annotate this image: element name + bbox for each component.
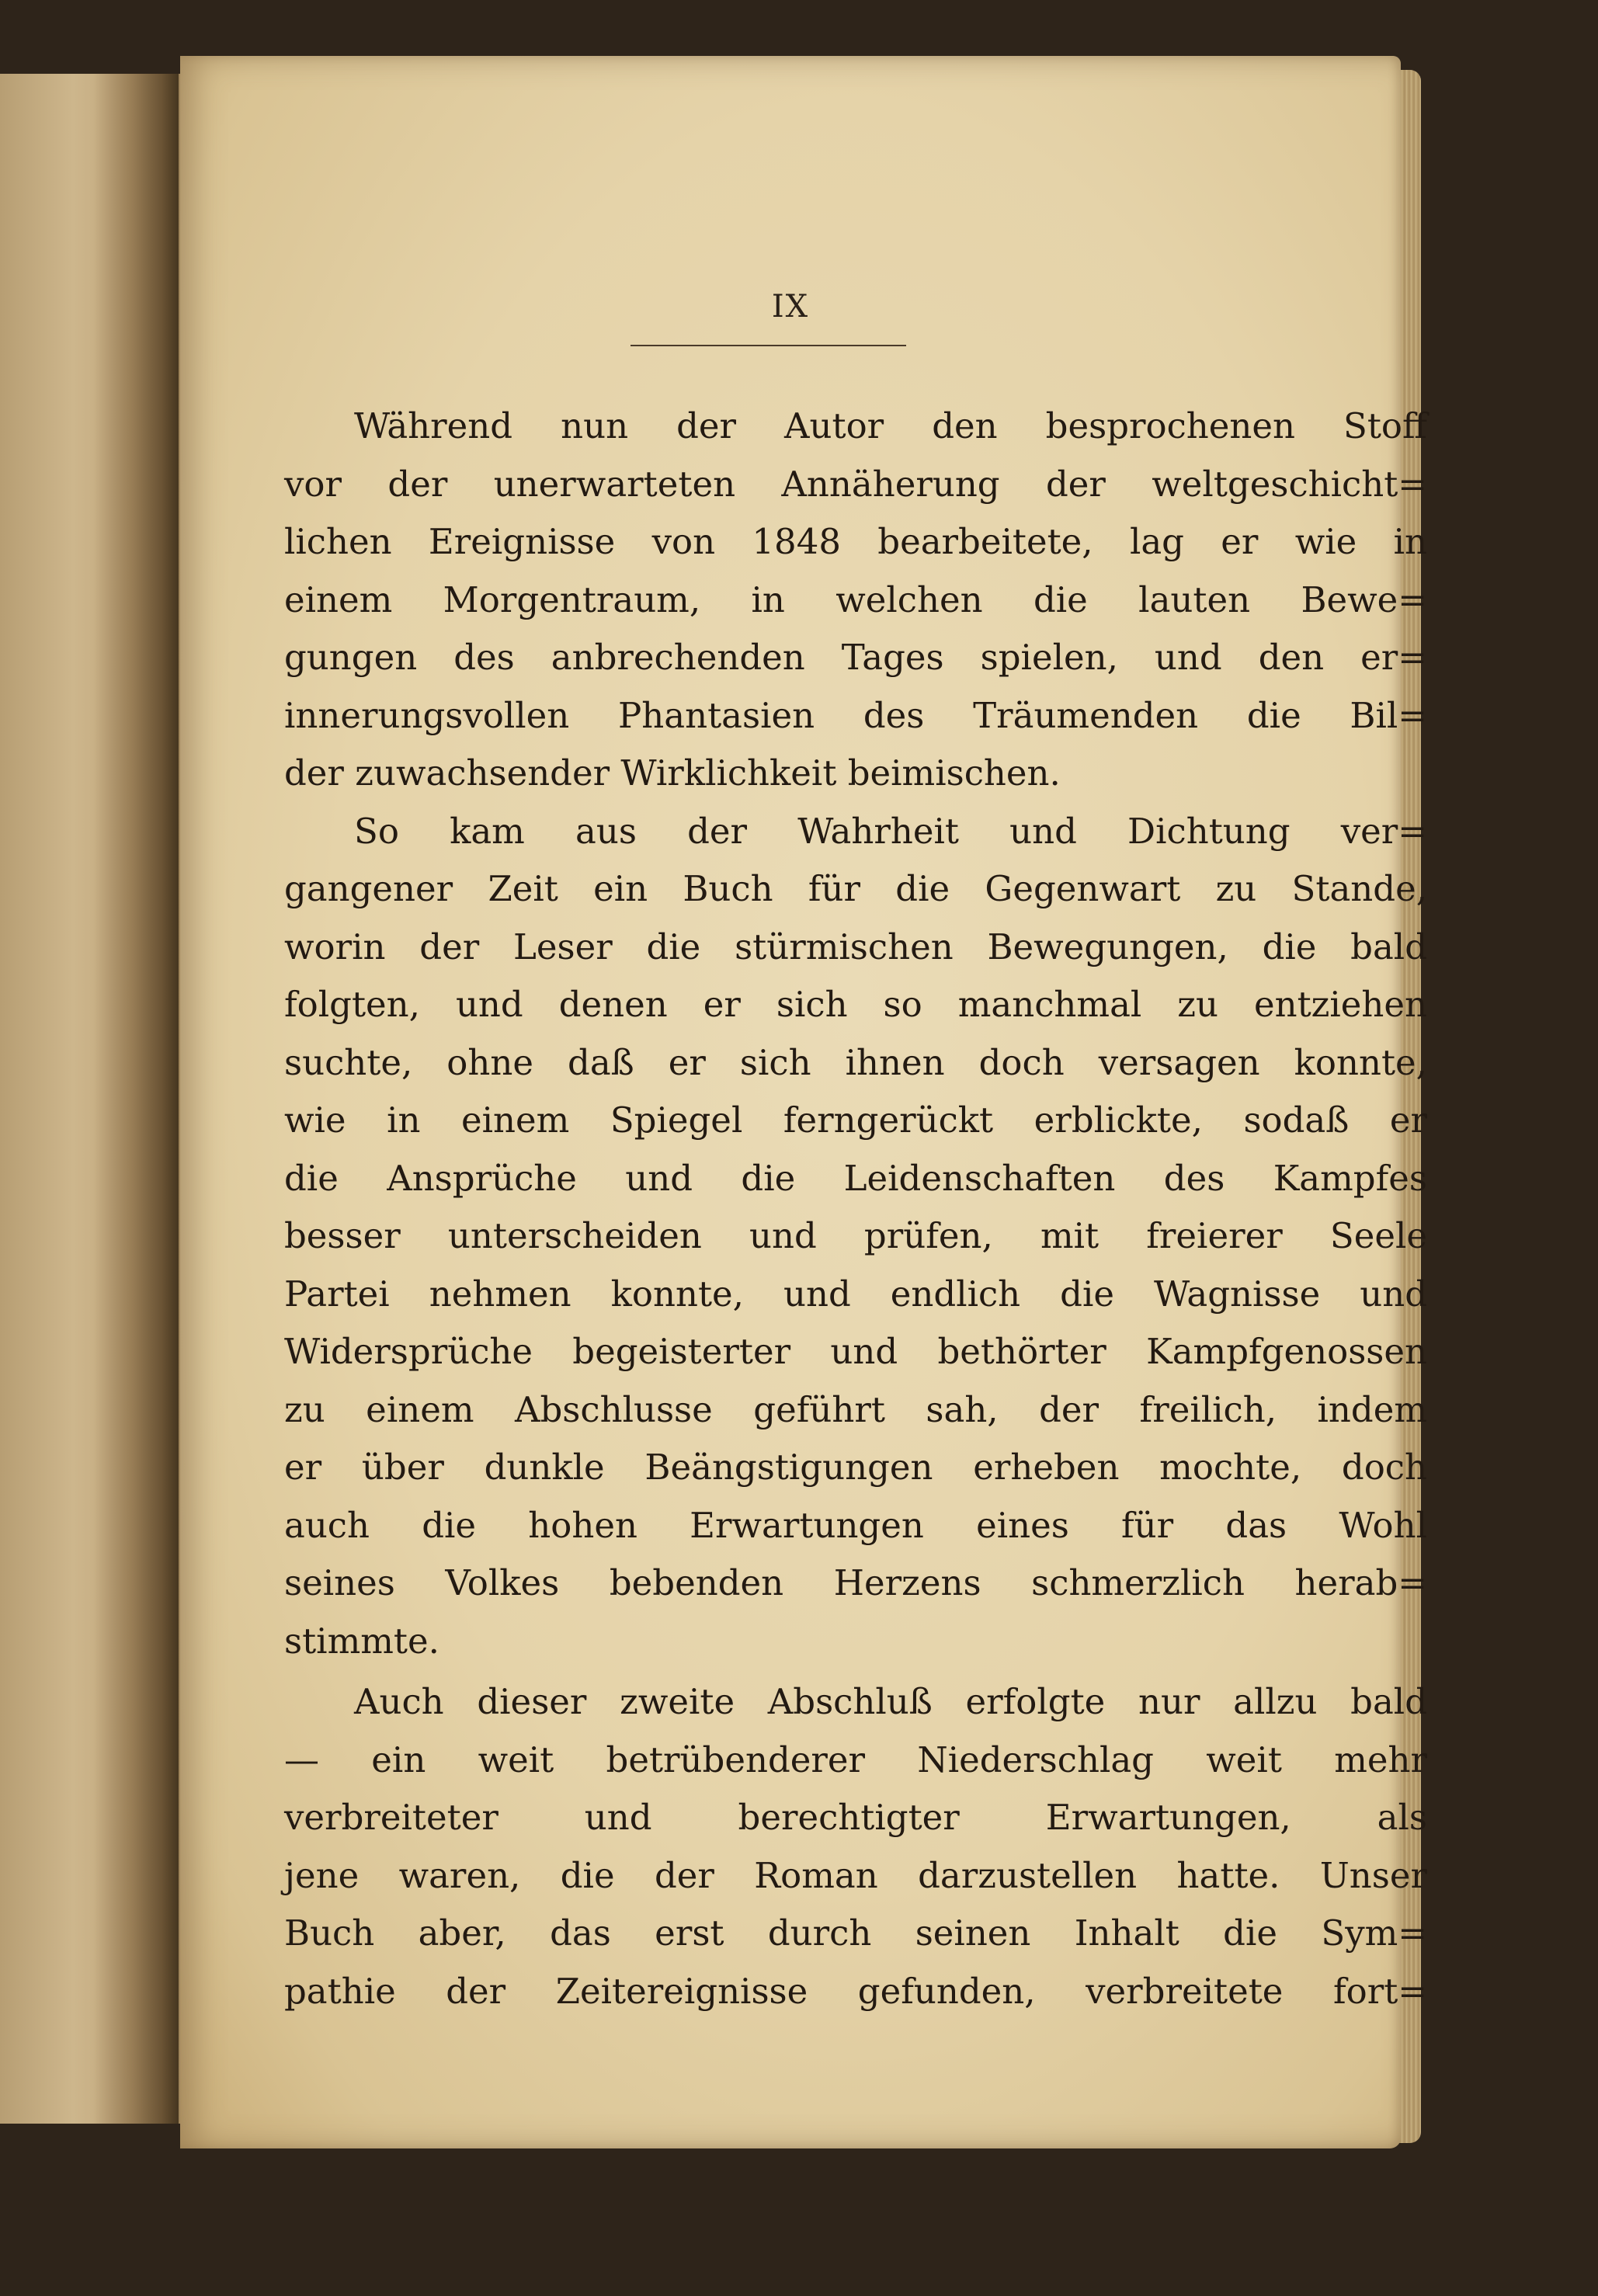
text-line: der zuwachsender Wirklichkeit beimischen. [284,752,1061,794]
text-line: Widersprüche begeisterter und bethörter Kampfgenossen [284,1331,1427,1372]
text-line: einem Morgentraum, in welchen die lauten Bewe= [284,578,1427,620]
text-line: lichen Ereignisse von 1848 bearbeitete, lag er wie in [284,521,1427,562]
text-line: innerungsvollen Phantasien des Träumenden die Bil= [284,694,1427,736]
text-line: er über dunkle Beängstigungen erheben mochte, doch [284,1447,1427,1488]
text-line: worin der Leser die stürmischen Bewegungen, die bald [284,926,1427,967]
text-line: folgten, und denen er sich so manchmal zu entziehen [284,984,1427,1025]
text-line: die Ansprüche und die Leidenschaften des Kampfes [284,1157,1427,1199]
text-line: Auch dieser zweite Abschluß erfolgte nur allzu bald [354,1681,1427,1722]
text-line: zu einem Abschlusse geführt sah, der freilich, indem [284,1388,1427,1430]
text-line: wie in einem Spiegel ferngerückt erblickte, sodaß er [284,1099,1427,1141]
text-line: — ein weit betrübenderer Niederschlag weit mehr [284,1738,1427,1780]
header-rule [631,345,906,346]
text-line: gangener Zeit ein Buch für die Gegenwart zu Stande, [284,868,1427,909]
page-number-text: IX [771,289,810,325]
body-text [284,398,1427,2020]
paragraph [284,1673,1427,2020]
paragraph [284,398,1427,803]
text-line: stimmte. [284,1620,439,1662]
book-binding-gutter [93,74,179,2124]
book-page [180,56,1427,2148]
text-line: besser unterscheiden und prüfen, mit freierer Seele [284,1215,1427,1256]
text-line: suchte, ohne daß er sich ihnen doch versagen konnte, [284,1041,1427,1083]
paragraph [284,803,1427,1671]
text-line: verbreiteter und berechtigter Erwartungen, als [284,1797,1427,1838]
text-line: pathie der Zeitereignisse gefunden, verbreitete fort= [284,1970,1427,2012]
text-line: seines Volkes bebenden Herzens schmerzlich herab= [284,1562,1427,1603]
text-line: Partei nehmen konnte, und endlich die Wagnisse und [284,1273,1427,1315]
text-line: jene waren, die der Roman darzustellen hatte. Unser [284,1854,1427,1896]
text-line: Während nun der Autor den besprochenen Stoff [354,405,1427,446]
page-number [180,289,1401,325]
text-line: gungen des anbrechenden Tages spielen, und den er= [284,637,1427,678]
text-line: vor der unerwarteten Annäherung der weltgeschicht= [284,463,1427,505]
text-line: So kam aus der Wahrheit und Dichtung ver= [354,810,1427,852]
text-line: auch die hohen Erwartungen eines für das Wohl [284,1504,1427,1546]
text-line: Buch aber, das erst durch seinen Inhalt die Sym= [284,1912,1427,1954]
